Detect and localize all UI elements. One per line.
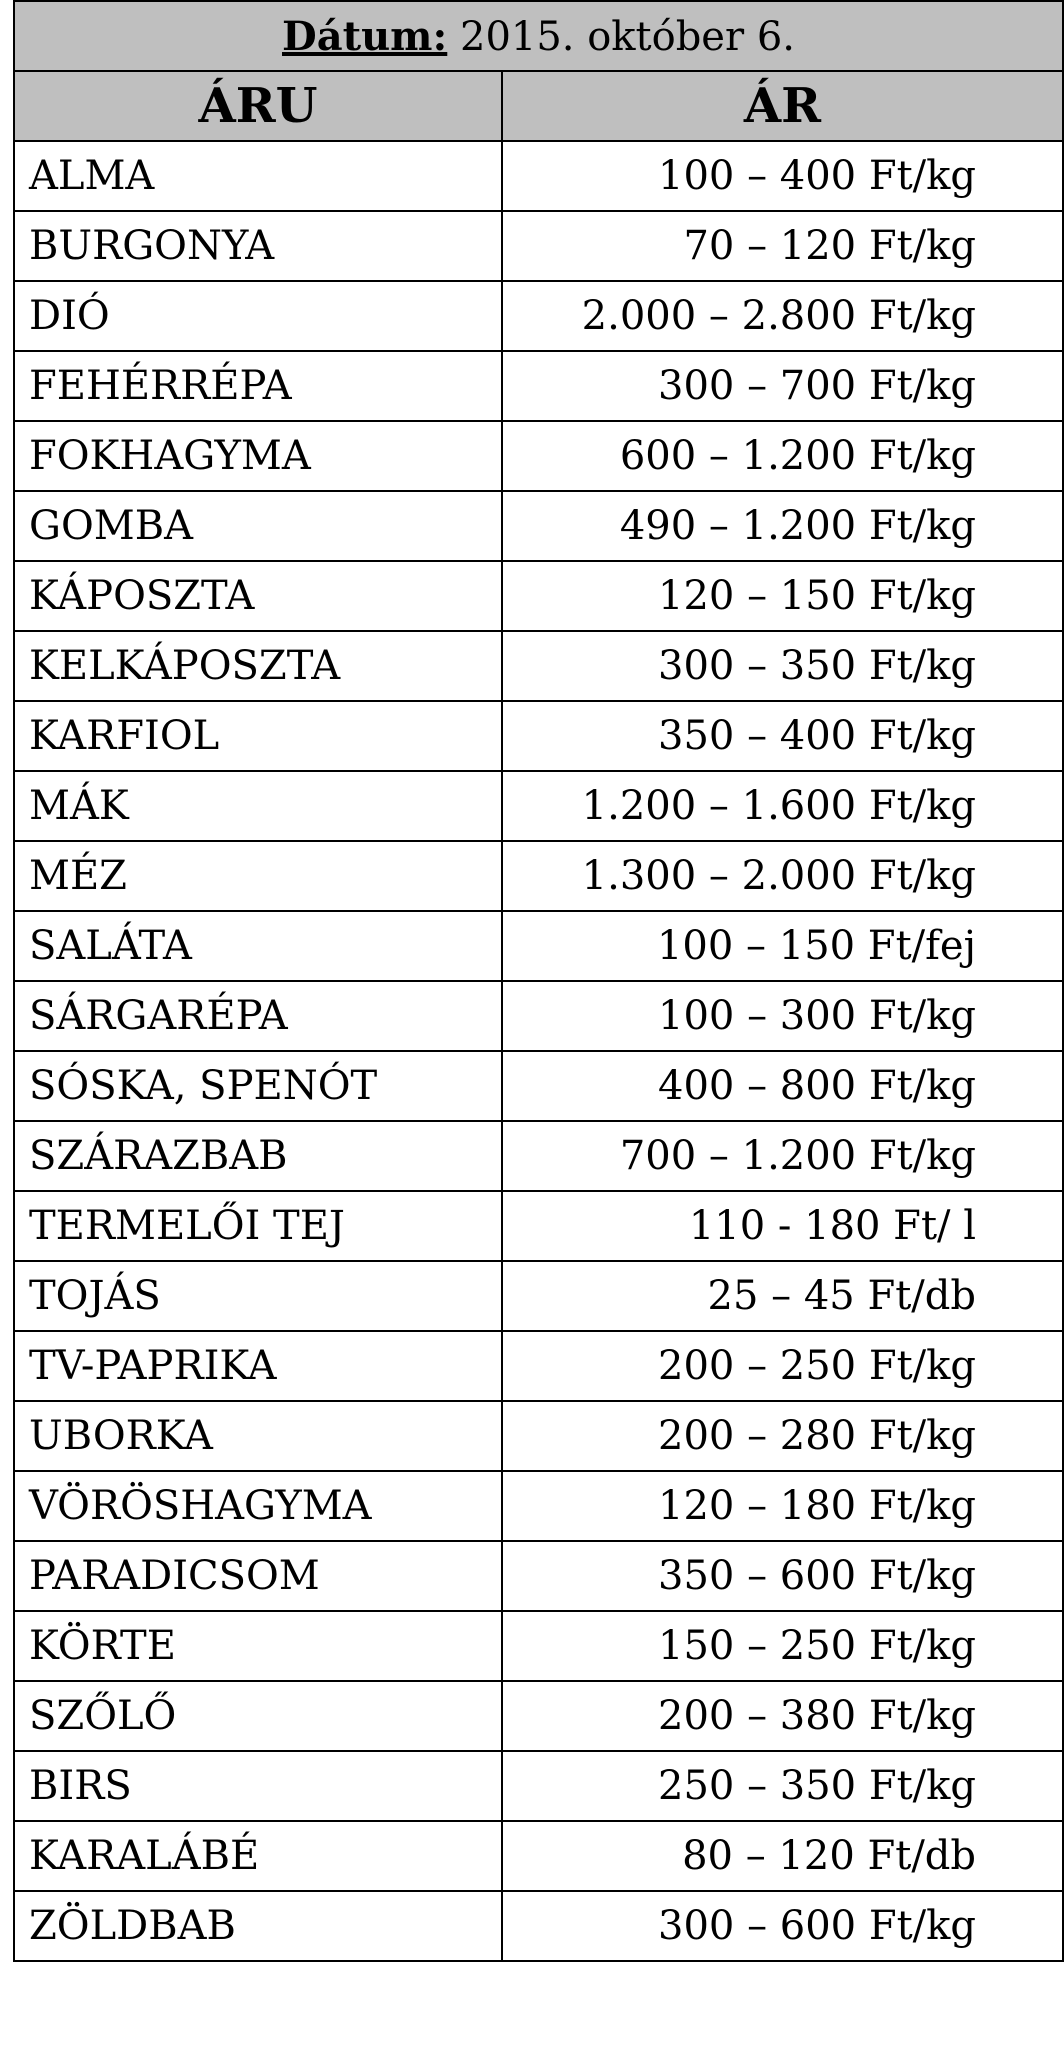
date-row	[14, 1, 1063, 71]
item-price: 1.300 – 2.000 Ft/kg	[502, 841, 1063, 911]
item-price: 150 – 250 Ft/kg	[502, 1611, 1063, 1681]
table-row	[14, 141, 1063, 211]
item-price: 200 – 250 Ft/kg	[502, 1331, 1063, 1401]
table-row	[14, 1191, 1063, 1261]
item-name: BURGONYA	[14, 211, 502, 281]
column-header-price: ÁR	[502, 71, 1063, 141]
item-price: 80 – 120 Ft/db	[502, 1821, 1063, 1891]
price-rows	[14, 141, 1063, 1961]
item-price: 100 – 400 Ft/kg	[502, 141, 1063, 211]
item-name: KÖRTE	[14, 1611, 502, 1681]
item-name: SZŐLŐ	[14, 1681, 502, 1751]
item-name: SALÁTA	[14, 911, 502, 981]
table-row	[14, 281, 1063, 351]
item-price: 300 – 600 Ft/kg	[502, 1891, 1063, 1961]
table-row	[14, 841, 1063, 911]
item-price: 350 – 600 Ft/kg	[502, 1541, 1063, 1611]
item-price: 490 – 1.200 Ft/kg	[502, 491, 1063, 561]
item-name: TV-PAPRIKA	[14, 1331, 502, 1401]
item-name: GOMBA	[14, 491, 502, 561]
table-row	[14, 701, 1063, 771]
item-name: SÁRGARÉPA	[14, 981, 502, 1051]
item-price: 2.000 – 2.800 Ft/kg	[502, 281, 1063, 351]
date-value: 2015. október 6.	[447, 13, 795, 60]
price-table	[13, 0, 1064, 1962]
item-price: 700 – 1.200 Ft/kg	[502, 1121, 1063, 1191]
item-name: BIRS	[14, 1751, 502, 1821]
item-price: 200 – 280 Ft/kg	[502, 1401, 1063, 1471]
table-row	[14, 421, 1063, 491]
item-price: 25 – 45 Ft/db	[502, 1261, 1063, 1331]
table-row	[14, 1541, 1063, 1611]
item-name: SÓSKA, SPENÓT	[14, 1051, 502, 1121]
item-price: 200 – 380 Ft/kg	[502, 1681, 1063, 1751]
item-price: 300 – 350 Ft/kg	[502, 631, 1063, 701]
item-price: 350 – 400 Ft/kg	[502, 701, 1063, 771]
table-row	[14, 771, 1063, 841]
table-row	[14, 1611, 1063, 1681]
table-row	[14, 631, 1063, 701]
item-price: 100 – 150 Ft/fej	[502, 911, 1063, 981]
item-price: 100 – 300 Ft/kg	[502, 981, 1063, 1051]
column-header-item: ÁRU	[14, 71, 502, 141]
table-row	[14, 1051, 1063, 1121]
table-row	[14, 1331, 1063, 1401]
table-row	[14, 911, 1063, 981]
table-row	[14, 1401, 1063, 1471]
table-row	[14, 561, 1063, 631]
table-row	[14, 491, 1063, 561]
item-name: TOJÁS	[14, 1261, 502, 1331]
item-name: KARALÁBÉ	[14, 1821, 502, 1891]
item-price: 250 – 350 Ft/kg	[502, 1751, 1063, 1821]
table-row	[14, 1121, 1063, 1191]
table-row	[14, 1891, 1063, 1961]
item-price: 120 – 180 Ft/kg	[502, 1471, 1063, 1541]
date-label: Dátum:	[282, 12, 448, 60]
item-name: FOKHAGYMA	[14, 421, 502, 491]
table-row	[14, 1681, 1063, 1751]
table-row	[14, 1261, 1063, 1331]
item-name: SZÁRAZBAB	[14, 1121, 502, 1191]
column-header-row	[14, 71, 1063, 141]
table-row	[14, 351, 1063, 421]
item-name: KÁPOSZTA	[14, 561, 502, 631]
item-name: KARFIOL	[14, 701, 502, 771]
item-name: TERMELŐI TEJ	[14, 1191, 502, 1261]
item-price: 70 – 120 Ft/kg	[502, 211, 1063, 281]
item-price: 1.200 – 1.600 Ft/kg	[502, 771, 1063, 841]
item-name: VÖRÖSHAGYMA	[14, 1471, 502, 1541]
item-name: ALMA	[14, 141, 502, 211]
item-name: FEHÉRRÉPA	[14, 351, 502, 421]
item-name: MÁK	[14, 771, 502, 841]
item-name: DIÓ	[14, 281, 502, 351]
item-name: KELKÁPOSZTA	[14, 631, 502, 701]
item-name: UBORKA	[14, 1401, 502, 1471]
item-name: MÉZ	[14, 841, 502, 911]
item-price: 600 – 1.200 Ft/kg	[502, 421, 1063, 491]
item-name: ZÖLDBAB	[14, 1891, 502, 1961]
date-cell	[14, 1, 1063, 71]
table-row	[14, 1751, 1063, 1821]
item-price: 120 – 150 Ft/kg	[502, 561, 1063, 631]
table-row	[14, 1821, 1063, 1891]
item-name: PARADICSOM	[14, 1541, 502, 1611]
item-price: 110 - 180 Ft/ l	[502, 1191, 1063, 1261]
table-row	[14, 981, 1063, 1051]
item-price: 400 – 800 Ft/kg	[502, 1051, 1063, 1121]
table-row	[14, 211, 1063, 281]
table-row	[14, 1471, 1063, 1541]
item-price: 300 – 700 Ft/kg	[502, 351, 1063, 421]
